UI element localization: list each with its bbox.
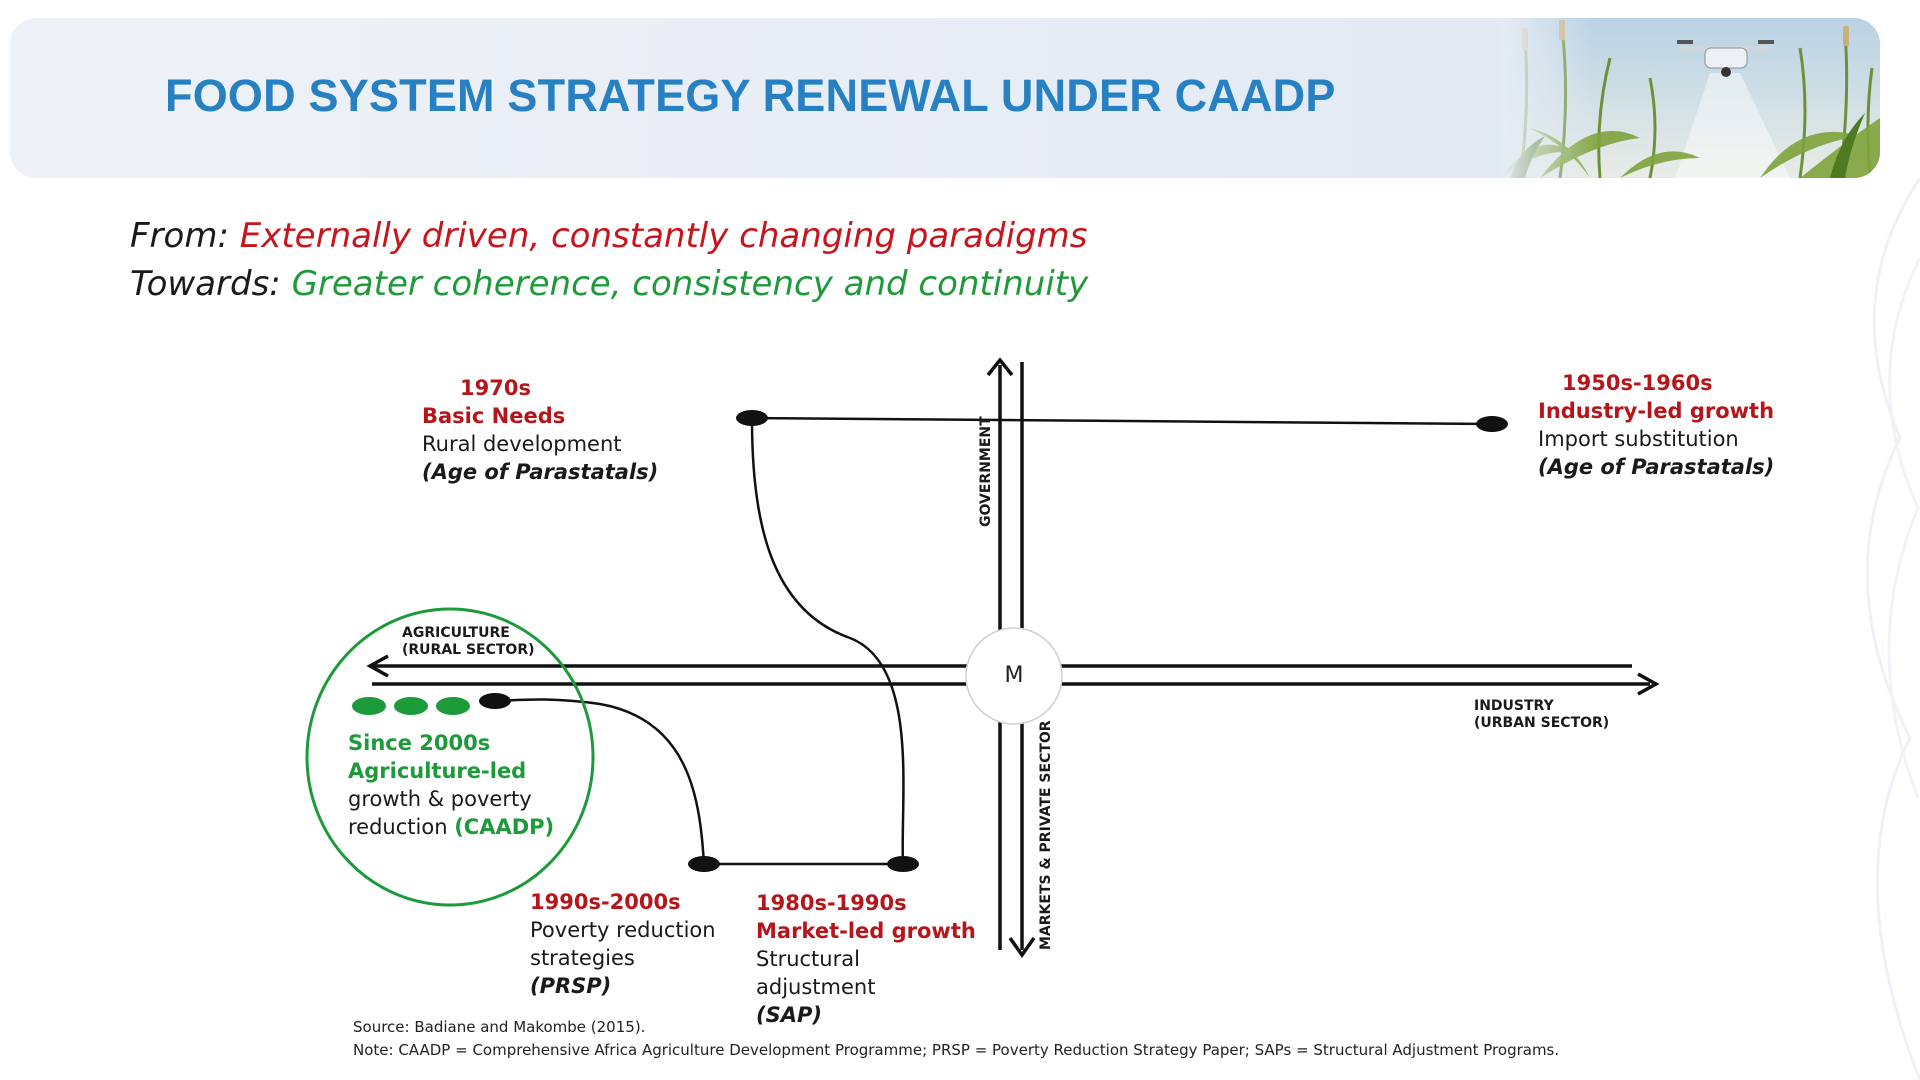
- era-1970s-desc: Rural development: [422, 432, 622, 456]
- era-1980s-desc1: Structural: [756, 947, 860, 971]
- markets-axis-label: MARKETS & PRIVATE SECTOR: [1038, 720, 1054, 950]
- era-2000s-period: Since 2000s: [348, 731, 491, 755]
- node-1990: [688, 856, 720, 872]
- decorative-pattern: [1800, 178, 1920, 1080]
- era-2000s: [348, 729, 554, 841]
- node-1970: [736, 410, 768, 426]
- era-1980s-paradigm: Market-led growth: [756, 919, 976, 943]
- node-1950: [1476, 416, 1508, 432]
- link-1970-1950: [752, 418, 1492, 424]
- era-2000s-desc2: reduction: [348, 815, 448, 839]
- era-1970s-period: 1970s: [460, 376, 531, 400]
- era-1990s-desc1: Poverty reduction: [530, 918, 716, 942]
- rural-sector-label: (RURAL SECTOR): [402, 642, 535, 658]
- page-title: FOOD SYSTEM STRATEGY RENEWAL UNDER CAADP: [165, 70, 1336, 121]
- node-2000: [479, 693, 511, 709]
- towards-text: Greater coherence, consistency and continuity: [291, 264, 1089, 304]
- era-1950s-paradigm: Industry-led growth: [1538, 399, 1775, 423]
- era-1950s-period: 1950s-1960s: [1562, 371, 1713, 395]
- era-1950s-desc: Import substitution: [1538, 427, 1739, 451]
- government-axis-label: GOVERNMENT: [978, 416, 994, 527]
- era-1970s-paradigm: Basic Needs: [422, 404, 566, 428]
- era-1980s-note: (SAP): [756, 1003, 822, 1027]
- era-1970s-note: (Age of Parastatals): [422, 460, 659, 484]
- green-dot: [352, 697, 386, 715]
- era-1980s-period: 1980s-1990s: [756, 891, 907, 915]
- from-label: From:: [130, 216, 229, 256]
- era-1980s: [756, 889, 976, 1029]
- abbreviation-note: Note: CAADP = Comprehensive Africa Agriculture Development Programme; PRSP = Poverty Reduction Strategy Paper; SAPs = Structural Adjustment Programs.: [353, 1041, 1560, 1059]
- era-1990s-desc2: strategies: [530, 946, 635, 970]
- era-2000s-desc2-line: [348, 813, 554, 841]
- source-note: Source: Badiane and Makombe (2015).: [353, 1018, 646, 1036]
- urban-sector-label: (URBAN SECTOR): [1474, 715, 1610, 731]
- towards-label: Towards:: [130, 264, 281, 304]
- era-1970s: [422, 374, 658, 486]
- era-1990s-note: (PRSP): [530, 974, 612, 998]
- era-1950s: [1538, 369, 1774, 481]
- node-1980: [887, 856, 919, 872]
- agriculture-label: AGRICULTURE: [402, 625, 510, 641]
- industry-axis-label: [1474, 698, 1609, 732]
- era-2000s-tag: (CAADP): [454, 815, 555, 839]
- era-2000s-paradigm: Agriculture-led: [348, 759, 527, 783]
- agriculture-axis-label: [402, 625, 535, 659]
- from-text: Externally driven, constantly changing paradigms: [239, 216, 1088, 256]
- era-2000s-desc1: growth & poverty: [348, 787, 532, 811]
- era-1980s-desc2: adjustment: [756, 975, 876, 999]
- era-1950s-note: (Age of Parastatals): [1538, 455, 1775, 479]
- link-1970-1980: [752, 420, 903, 864]
- green-dot: [436, 697, 470, 715]
- green-dot: [394, 697, 428, 715]
- industry-label: INDUSTRY: [1474, 698, 1554, 714]
- era-1990s: [530, 888, 716, 1000]
- era-1990s-period: 1990s-2000s: [530, 890, 681, 914]
- center-label: M: [1004, 663, 1024, 688]
